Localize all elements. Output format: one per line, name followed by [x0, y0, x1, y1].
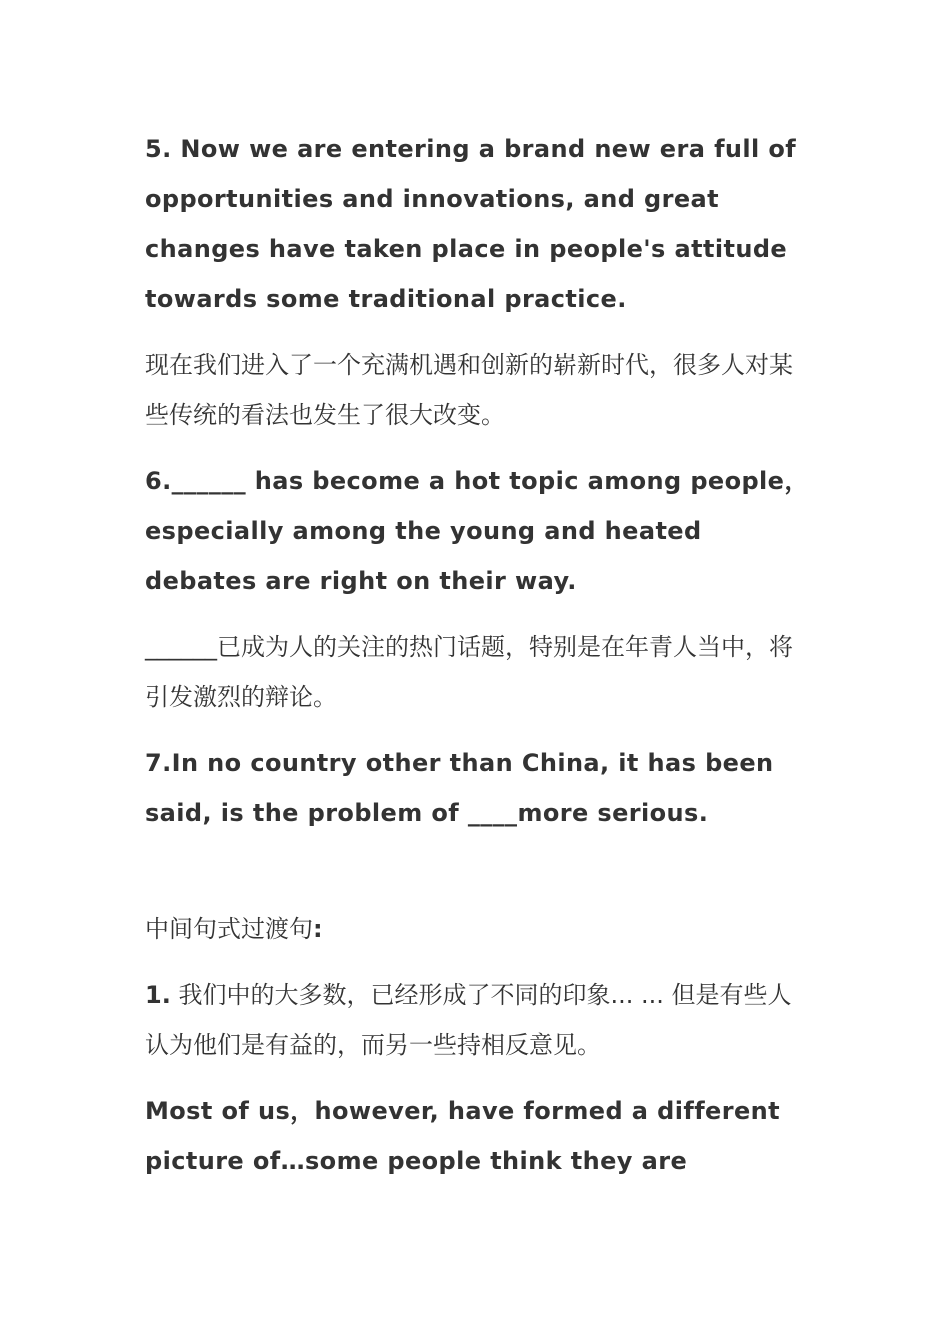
blank-line	[145, 854, 813, 904]
item-1-chinese-text: 我们中的大多数，已经形成了不同的印象... ... 但是有些人认为他们是有益的，而另一些持相反意见。	[145, 981, 792, 1059]
section-heading	[145, 904, 813, 954]
section-heading-colon: :	[313, 915, 323, 943]
section-heading-text: 中间句式过渡句	[145, 915, 313, 943]
item-1-number: 1.	[145, 981, 171, 1009]
sentence-5-chinese: 现在我们进入了一个充满机遇和创新的崭新时代，很多人对某些传统的看法也发生了很大改变。	[145, 351, 793, 429]
document-body	[145, 124, 813, 1202]
sentence-7-english: 7.In no country other than China, it has been said, is the problem of ____more serious.	[145, 749, 783, 827]
sentence-6-chinese: ______已成为人的关注的热门话题，特别是在年青人当中，将引发激烈的辩论。	[145, 633, 793, 711]
transition-item-1-english: Most of us，however, have formed a different picture of…some people think they are	[145, 1097, 789, 1175]
sentence-5-english: 5. Now we are entering a brand new era full of opportunities and innovations, and great changes have taken place in people's attitude towards some traditional practice.	[145, 135, 805, 313]
transition-item-1-chinese	[145, 970, 813, 1070]
sentence-6-english: 6.______ has become a hot topic among people，especially among the young and heated debates are right on their way.	[145, 467, 809, 595]
